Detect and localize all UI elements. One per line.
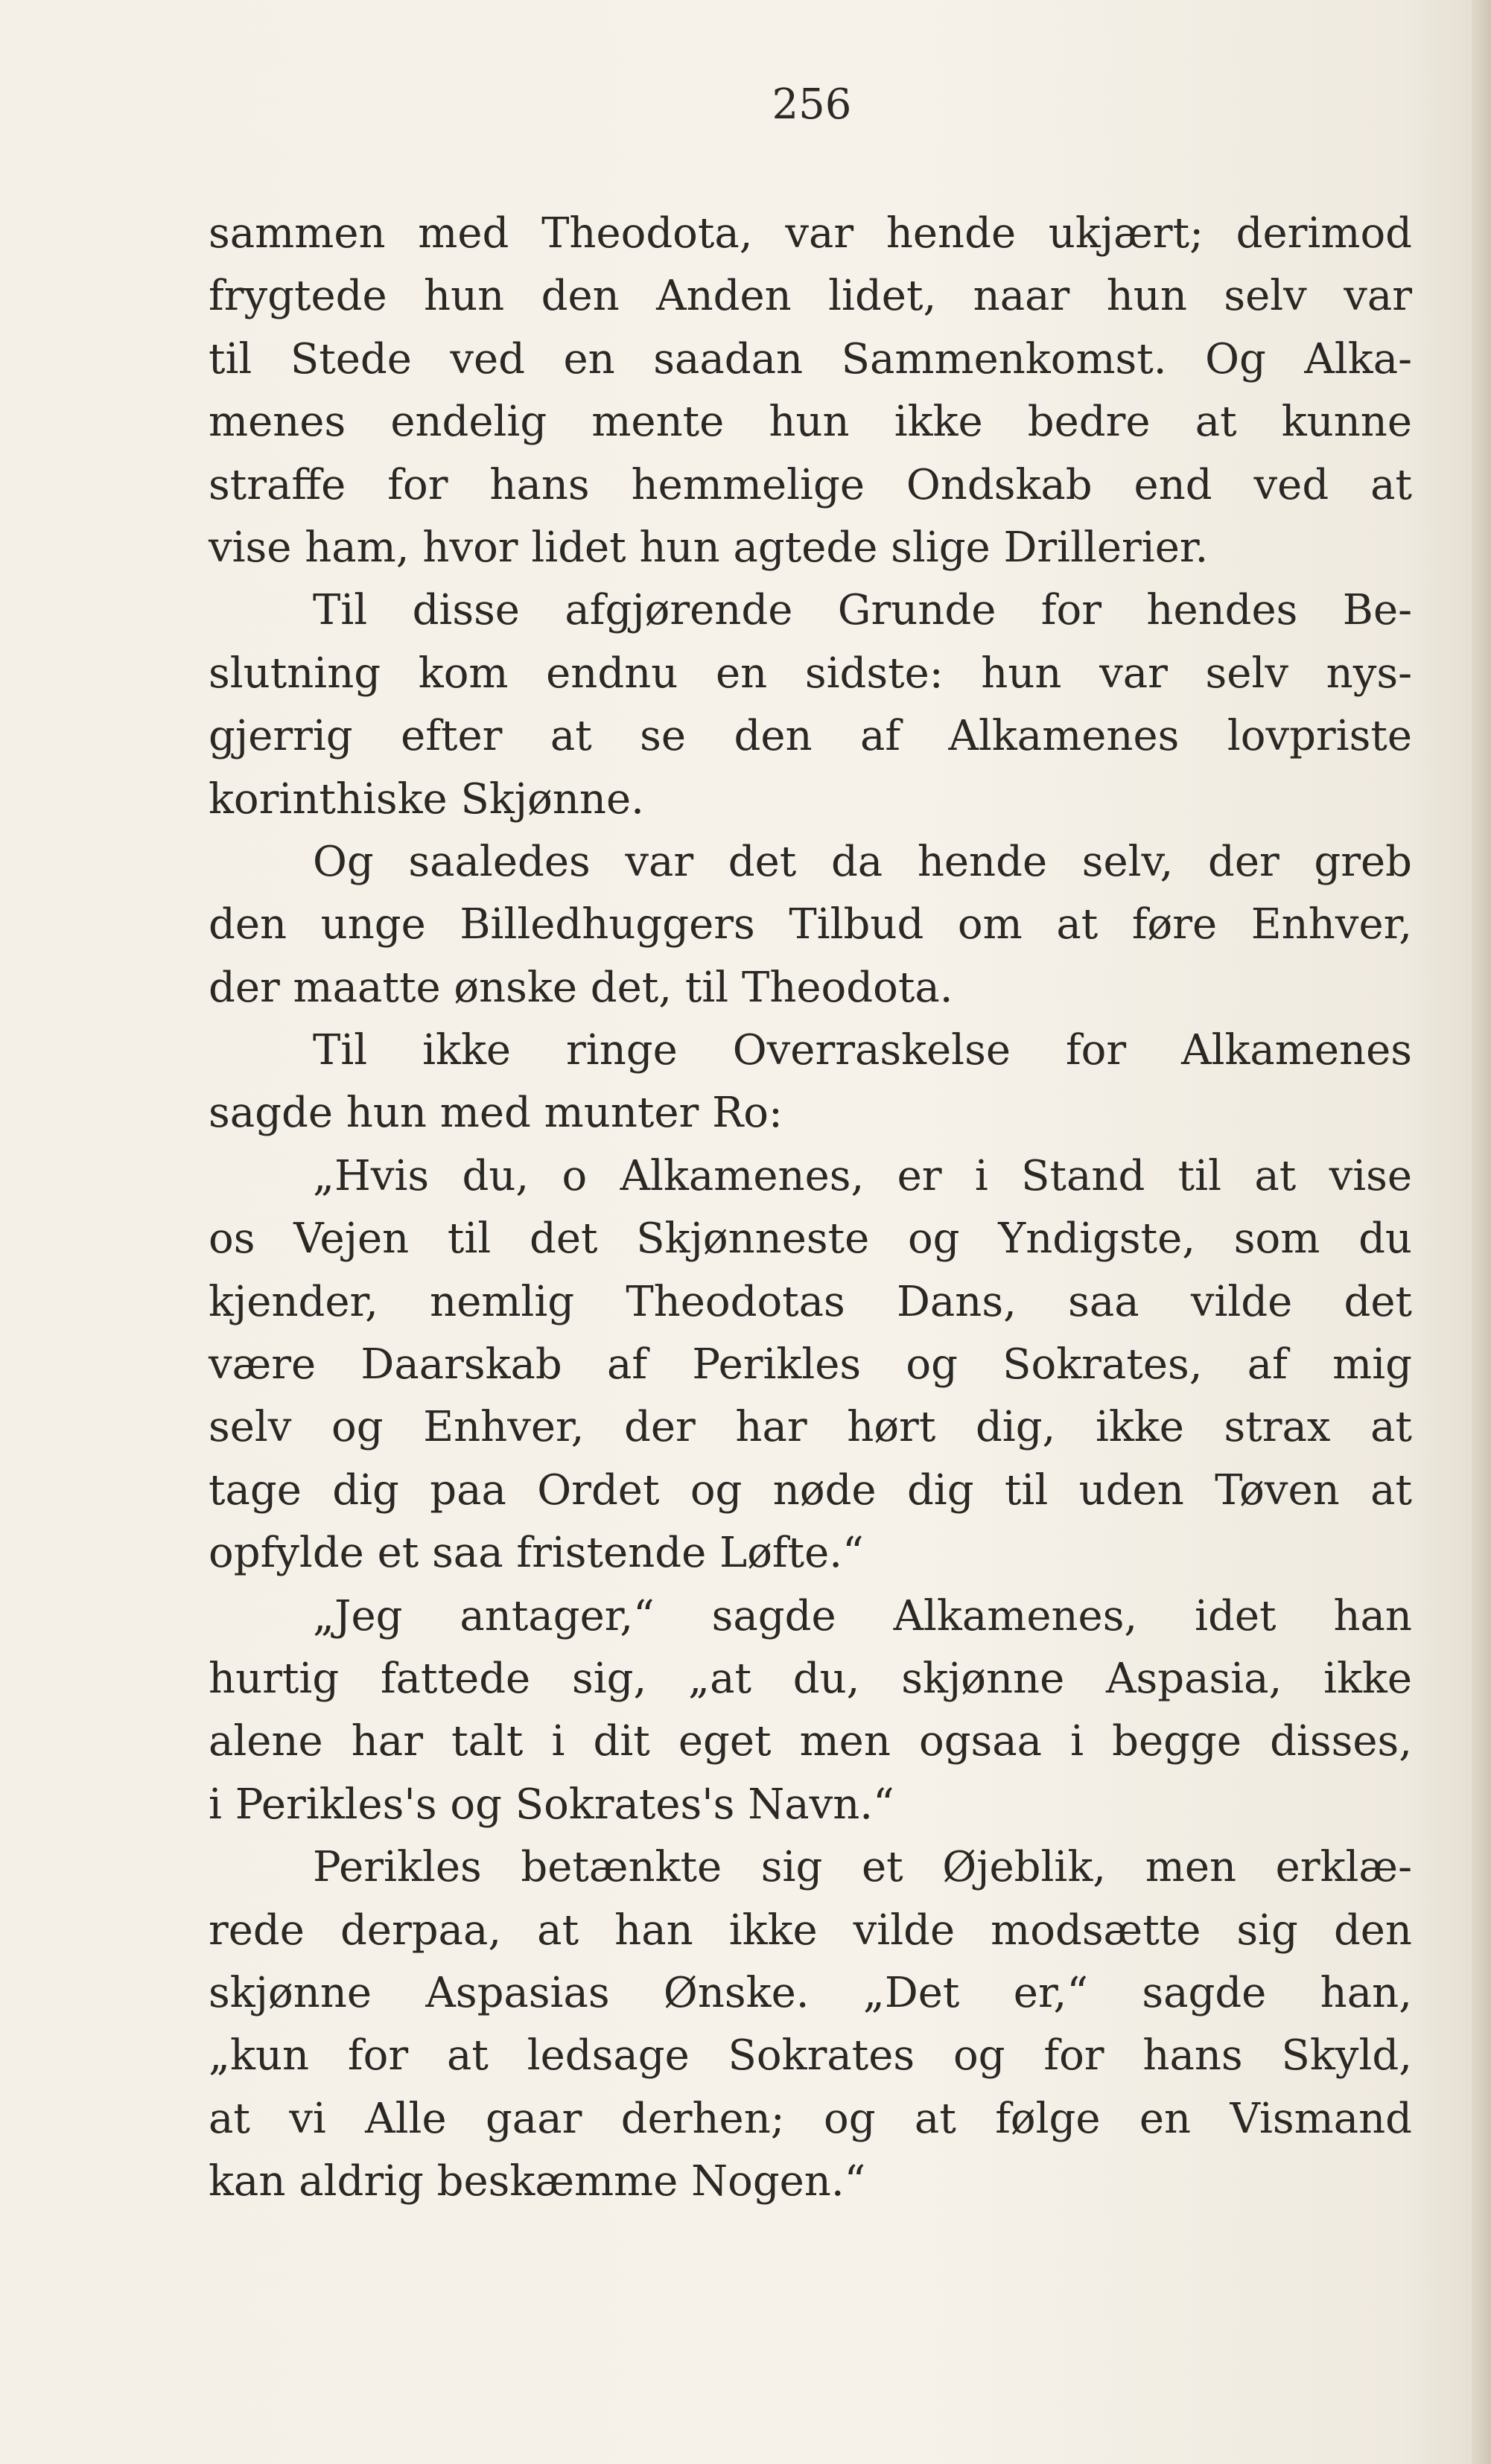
text-line: hurtig fattede sig, „at du, skjønne Aspasia, ikke: [209, 1654, 1412, 1703]
text-line: kan aldrig beskæmme Nogen.“: [209, 2157, 866, 2206]
text-line: at vi Alle gaar derhen; og at følge en Vismand: [209, 2094, 1412, 2143]
text-line: os Vejen til det Skjønneste og Yndigste, som du: [209, 1215, 1412, 1264]
text-line: rede derpaa, at han ikke vilde modsætte sig den: [209, 1906, 1412, 1955]
text-line: Og saaledes var det da hende selv, der greb: [313, 837, 1412, 886]
text-line: menes endelig mente hun ikke bedre at kunne: [209, 398, 1412, 447]
text-line: selv og Enhver, der har hørt dig, ikke strax at: [209, 1403, 1412, 1452]
body-text: [209, 203, 1412, 2214]
text-line: „kun for at ledsage Sokrates og for hans Skyld,: [209, 2031, 1412, 2081]
text-line: straffe for hans hemmelige Ondskab end ved at: [209, 460, 1412, 509]
text-line: Perikles betænkte sig et Øjeblik, men erklæ-: [313, 1843, 1412, 1892]
text-line: sagde hun med munter Ro:: [209, 1089, 783, 1138]
text-line: der maatte ønske det, til Theodota.: [209, 963, 953, 1012]
text-line: i Perikles's og Sokrates's Navn.“: [209, 1780, 894, 1829]
text-line: vise ham, hvor lidet hun agtede slige Drillerier.: [209, 523, 1209, 572]
text-line: opfylde et saa fristende Løfte.“: [209, 1529, 864, 1578]
text-line: kjender, nemlig Theodotas Dans, saa vilde det: [209, 1277, 1412, 1326]
text-line: Til disse afgjørende Grunde for hendes Be-: [313, 586, 1412, 635]
text-line: den unge Billedhuggers Tilbud om at føre Enhver,: [209, 900, 1412, 949]
text-line: være Daarskab af Perikles og Sokrates, af mig: [209, 1340, 1412, 1389]
text-line: alene har talt i dit eget men ogsaa i begge disses,: [209, 1717, 1412, 1766]
page-number: 256: [772, 80, 852, 129]
text-line: „Hvis du, o Alkamenes, er i Stand til at vise: [313, 1151, 1412, 1200]
text-line: til Stede ved en saadan Sammenkomst. Og Alka-: [209, 334, 1412, 383]
text-line: gjerrig efter at se den af Alkamenes lovpriste: [209, 712, 1412, 761]
text-line: tage dig paa Ordet og nøde dig til uden Tøven at: [209, 1465, 1412, 1515]
page-edge: [1472, 0, 1491, 2464]
text-line: korinthiske Skjønne.: [209, 774, 644, 824]
text-line: Til ikke ringe Overraskelse for Alkamenes: [313, 1026, 1412, 1075]
text-line: skjønne Aspasias Ønske. „Det er,“ sagde han,: [209, 1968, 1412, 2017]
text-line: frygtede hun den Anden lidet, naar hun selv var: [209, 272, 1412, 321]
text-line: slutning kom endnu en sidste: hun var selv nys-: [209, 649, 1412, 698]
text-line: sammen med Theodota, var hende ukjært; derimod: [209, 209, 1412, 258]
text-line: „Jeg antager,“ sagde Alkamenes, idet han: [313, 1591, 1412, 1640]
